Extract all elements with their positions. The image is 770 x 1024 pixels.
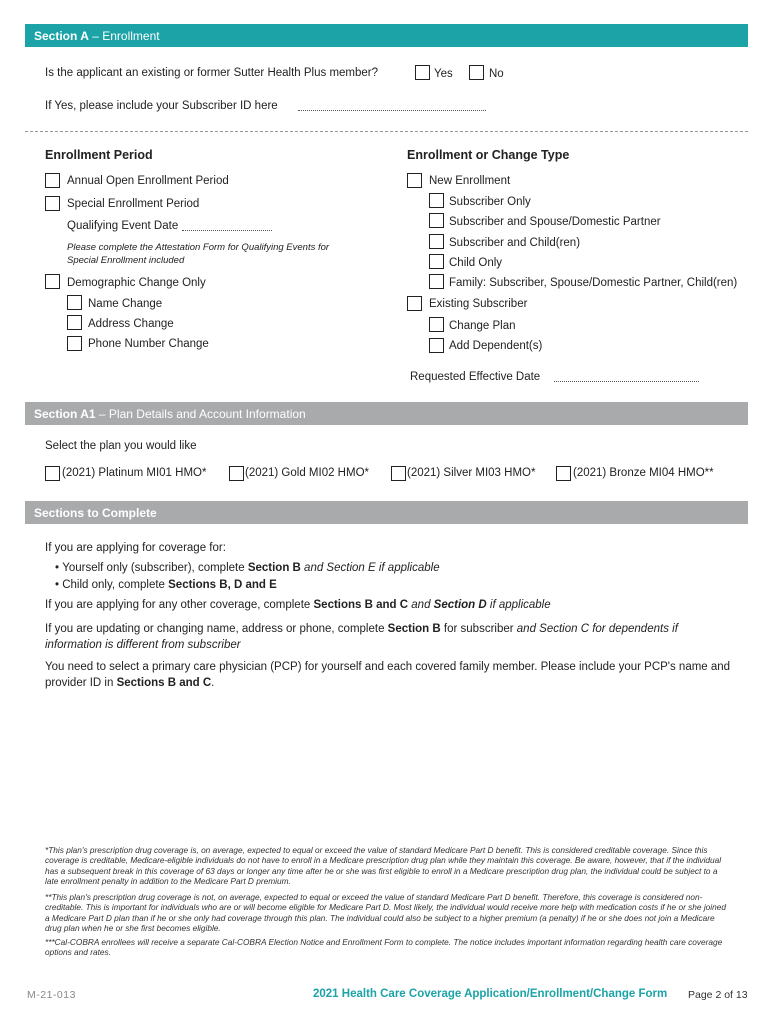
updating-note: and Section C for dependents if information is different from subscriber xyxy=(45,623,678,651)
demographic-change-checkbox[interactable] xyxy=(45,274,60,289)
subscriber-spouse-checkbox[interactable] xyxy=(429,213,444,228)
footnote-non-creditable: **This plan's prescription drug coverage is not, on average, expected to equal or exceed the value of standard Medicare Part D benefit. Therefore, this coverage is considered non-creditable. This is important for individuals who are or will become eligible for Medicare Part D. Most likely, the individual would receive more help with medication costs if he or she joined a Medicare Part D plan than if he or she only had coverage through this plan. The individual could also be subject to a higher premium (a penalty) if he or she does not join a Medicare drug plan when he or she first becomes eligible. xyxy=(45,892,726,934)
bullet-child-text: Child only, complete xyxy=(62,579,169,591)
section-a-header xyxy=(25,24,748,47)
family-checkbox[interactable] xyxy=(429,274,444,289)
pcp-text: You need to select a primary care physician (PCP) for yourself and each covered family member. Please include your PCP's name and provider ID in xyxy=(45,661,731,689)
member-no-checkbox[interactable] xyxy=(469,65,484,80)
subscriber-only-label: Subscriber Only xyxy=(449,196,531,208)
bullet-child xyxy=(55,579,277,591)
member-question: Is the applicant an existing or former Sutter Health Plus member? xyxy=(45,67,379,79)
updating-text: If you are updating or changing name, address or phone, complete xyxy=(45,623,388,635)
family-label: Family: Subscriber, Spouse/Domestic Partner, Child(ren) xyxy=(449,277,738,289)
select-plan-prompt: Select the plan you would like xyxy=(45,440,197,452)
name-change-checkbox[interactable] xyxy=(67,295,82,310)
existing-subscriber-checkbox[interactable] xyxy=(407,296,422,311)
other-coverage-paragraph xyxy=(45,599,551,611)
bullet-yourself-section: Section B xyxy=(247,562,301,574)
special-enrollment-checkbox[interactable] xyxy=(45,196,60,211)
form-title: 2021 Health Care Coverage Application/Enrollment/Change Form xyxy=(313,988,668,1000)
subscriber-id-field[interactable] xyxy=(298,110,486,111)
special-enrollment-label: Special Enrollment Period xyxy=(67,198,200,210)
child-only-checkbox[interactable] xyxy=(429,254,444,269)
footnote-creditable: *This plan's prescription drug coverage is, on average, expected to equal or exceed the value of standard Medicare Part D benefit. This is considered creditable coverage. Since this coverage is creditable, Medicare-eligible individuals do not have to enroll in a Medicare prescription drug plan while they maintain this coverage. Be aware, however, that if the individual has a subsequent break in this coverage of 63 days or longer any time after he or she was first eligible to enroll in a Medicare prescription drug plan, the individual could be subject to a late enrollment penalty in addition to the Medicare Part D premium. xyxy=(45,845,722,887)
section-a1-header xyxy=(25,402,748,425)
page-number: Page 2 of 13 xyxy=(688,989,748,1001)
name-change-label: Name Change xyxy=(88,298,163,310)
bullet-dot: • xyxy=(55,562,63,574)
divider xyxy=(25,131,748,132)
enrollment-period-heading: Enrollment Period xyxy=(45,148,153,162)
phone-change-label: Phone Number Change xyxy=(88,338,209,350)
section-a-title: Section A xyxy=(34,29,89,43)
add-dependents-checkbox[interactable] xyxy=(429,338,444,353)
gold-plan-label: (2021) Gold MI02 HMO* xyxy=(245,467,369,479)
bullet-yourself-note: and Section E if applicable xyxy=(300,562,440,574)
subscriber-children-checkbox[interactable] xyxy=(429,234,444,249)
updating-section: Section B xyxy=(387,623,441,635)
bronze-plan-checkbox[interactable] xyxy=(556,466,571,481)
change-plan-checkbox[interactable] xyxy=(429,317,444,332)
existing-subscriber-label: Existing Subscriber xyxy=(429,298,528,310)
change-plan-label: Change Plan xyxy=(449,320,516,332)
other-coverage-if: if applicable xyxy=(486,599,551,611)
bullet-yourself-text: Yourself only (subscriber), complete xyxy=(62,562,248,574)
platinum-plan-checkbox[interactable] xyxy=(45,466,60,481)
section-a-subtitle: – Enrollment xyxy=(88,29,160,43)
attestation-note-line1: Please complete the Attestation Form for Qualifying Events for xyxy=(67,242,330,253)
pcp-end: . xyxy=(211,677,215,689)
bronze-plan-label: (2021) Bronze MI04 HMO** xyxy=(573,467,714,479)
member-yes-label: Yes xyxy=(434,68,453,80)
attestation-note-line2: Special Enrollment included xyxy=(67,255,185,266)
bullet-child-sections: Sections B, D and E xyxy=(168,579,277,591)
updating-paragraph xyxy=(45,621,735,653)
updating-mid: for subscriber xyxy=(440,623,517,635)
form-code: M-21-013 xyxy=(27,989,76,1001)
address-change-label: Address Change xyxy=(88,318,174,330)
phone-change-checkbox[interactable] xyxy=(67,336,82,351)
new-enrollment-label: New Enrollment xyxy=(429,175,511,187)
silver-plan-checkbox[interactable] xyxy=(391,466,406,481)
section-a1-title: Section A1 xyxy=(34,407,96,421)
other-coverage-text: If you are applying for any other coverage, complete xyxy=(45,599,314,611)
member-no-label: No xyxy=(489,68,504,80)
subscriber-only-checkbox[interactable] xyxy=(429,193,444,208)
enrollment-type-heading: Enrollment or Change Type xyxy=(407,148,570,162)
child-only-label: Child Only xyxy=(449,257,503,269)
subscriber-children-label: Subscriber and Child(ren) xyxy=(449,237,581,249)
other-coverage-section-d: Section D xyxy=(433,599,487,611)
coverage-intro: If you are applying for coverage for: xyxy=(45,542,226,554)
other-coverage-sections: Sections B and C xyxy=(313,599,409,611)
silver-plan-label: (2021) Silver MI03 HMO* xyxy=(407,467,536,479)
qualifying-event-field[interactable] xyxy=(182,230,272,231)
bullet-dot: • xyxy=(55,579,63,591)
effective-date-field[interactable] xyxy=(554,381,699,382)
pcp-sections: Sections B and C xyxy=(116,677,212,689)
subscriber-id-prompt: If Yes, please include your Subscriber ID here xyxy=(45,100,278,112)
footnote-cal-cobra: ***Cal-COBRA enrollees will receive a separate Cal-COBRA Election Notice and Enrollment Form to complete. The notice includes important information regarding health care coverage options and rates. xyxy=(45,937,723,958)
section-a1-subtitle: – Plan Details and Account Information xyxy=(95,407,306,421)
subscriber-spouse-label: Subscriber and Spouse/Domestic Partner xyxy=(449,216,661,228)
address-change-checkbox[interactable] xyxy=(67,315,82,330)
annual-open-checkbox[interactable] xyxy=(45,173,60,188)
bullet-yourself xyxy=(55,562,440,574)
gold-plan-checkbox[interactable] xyxy=(229,466,244,481)
add-dependents-label: Add Dependent(s) xyxy=(449,340,543,352)
platinum-plan-label: (2021) Platinum MI01 HMO* xyxy=(62,467,207,479)
demographic-change-label: Demographic Change Only xyxy=(67,277,206,289)
sections-to-complete-header xyxy=(25,501,748,524)
qualifying-event-label: Qualifying Event Date xyxy=(67,220,179,232)
new-enrollment-checkbox[interactable] xyxy=(407,173,422,188)
member-yes-checkbox[interactable] xyxy=(415,65,430,80)
effective-date-label: Requested Effective Date xyxy=(410,371,541,383)
sections-to-complete-title: Sections to Complete xyxy=(34,506,157,520)
annual-open-label: Annual Open Enrollment Period xyxy=(67,175,229,187)
other-coverage-and: and xyxy=(408,599,434,611)
pcp-paragraph xyxy=(45,659,735,691)
